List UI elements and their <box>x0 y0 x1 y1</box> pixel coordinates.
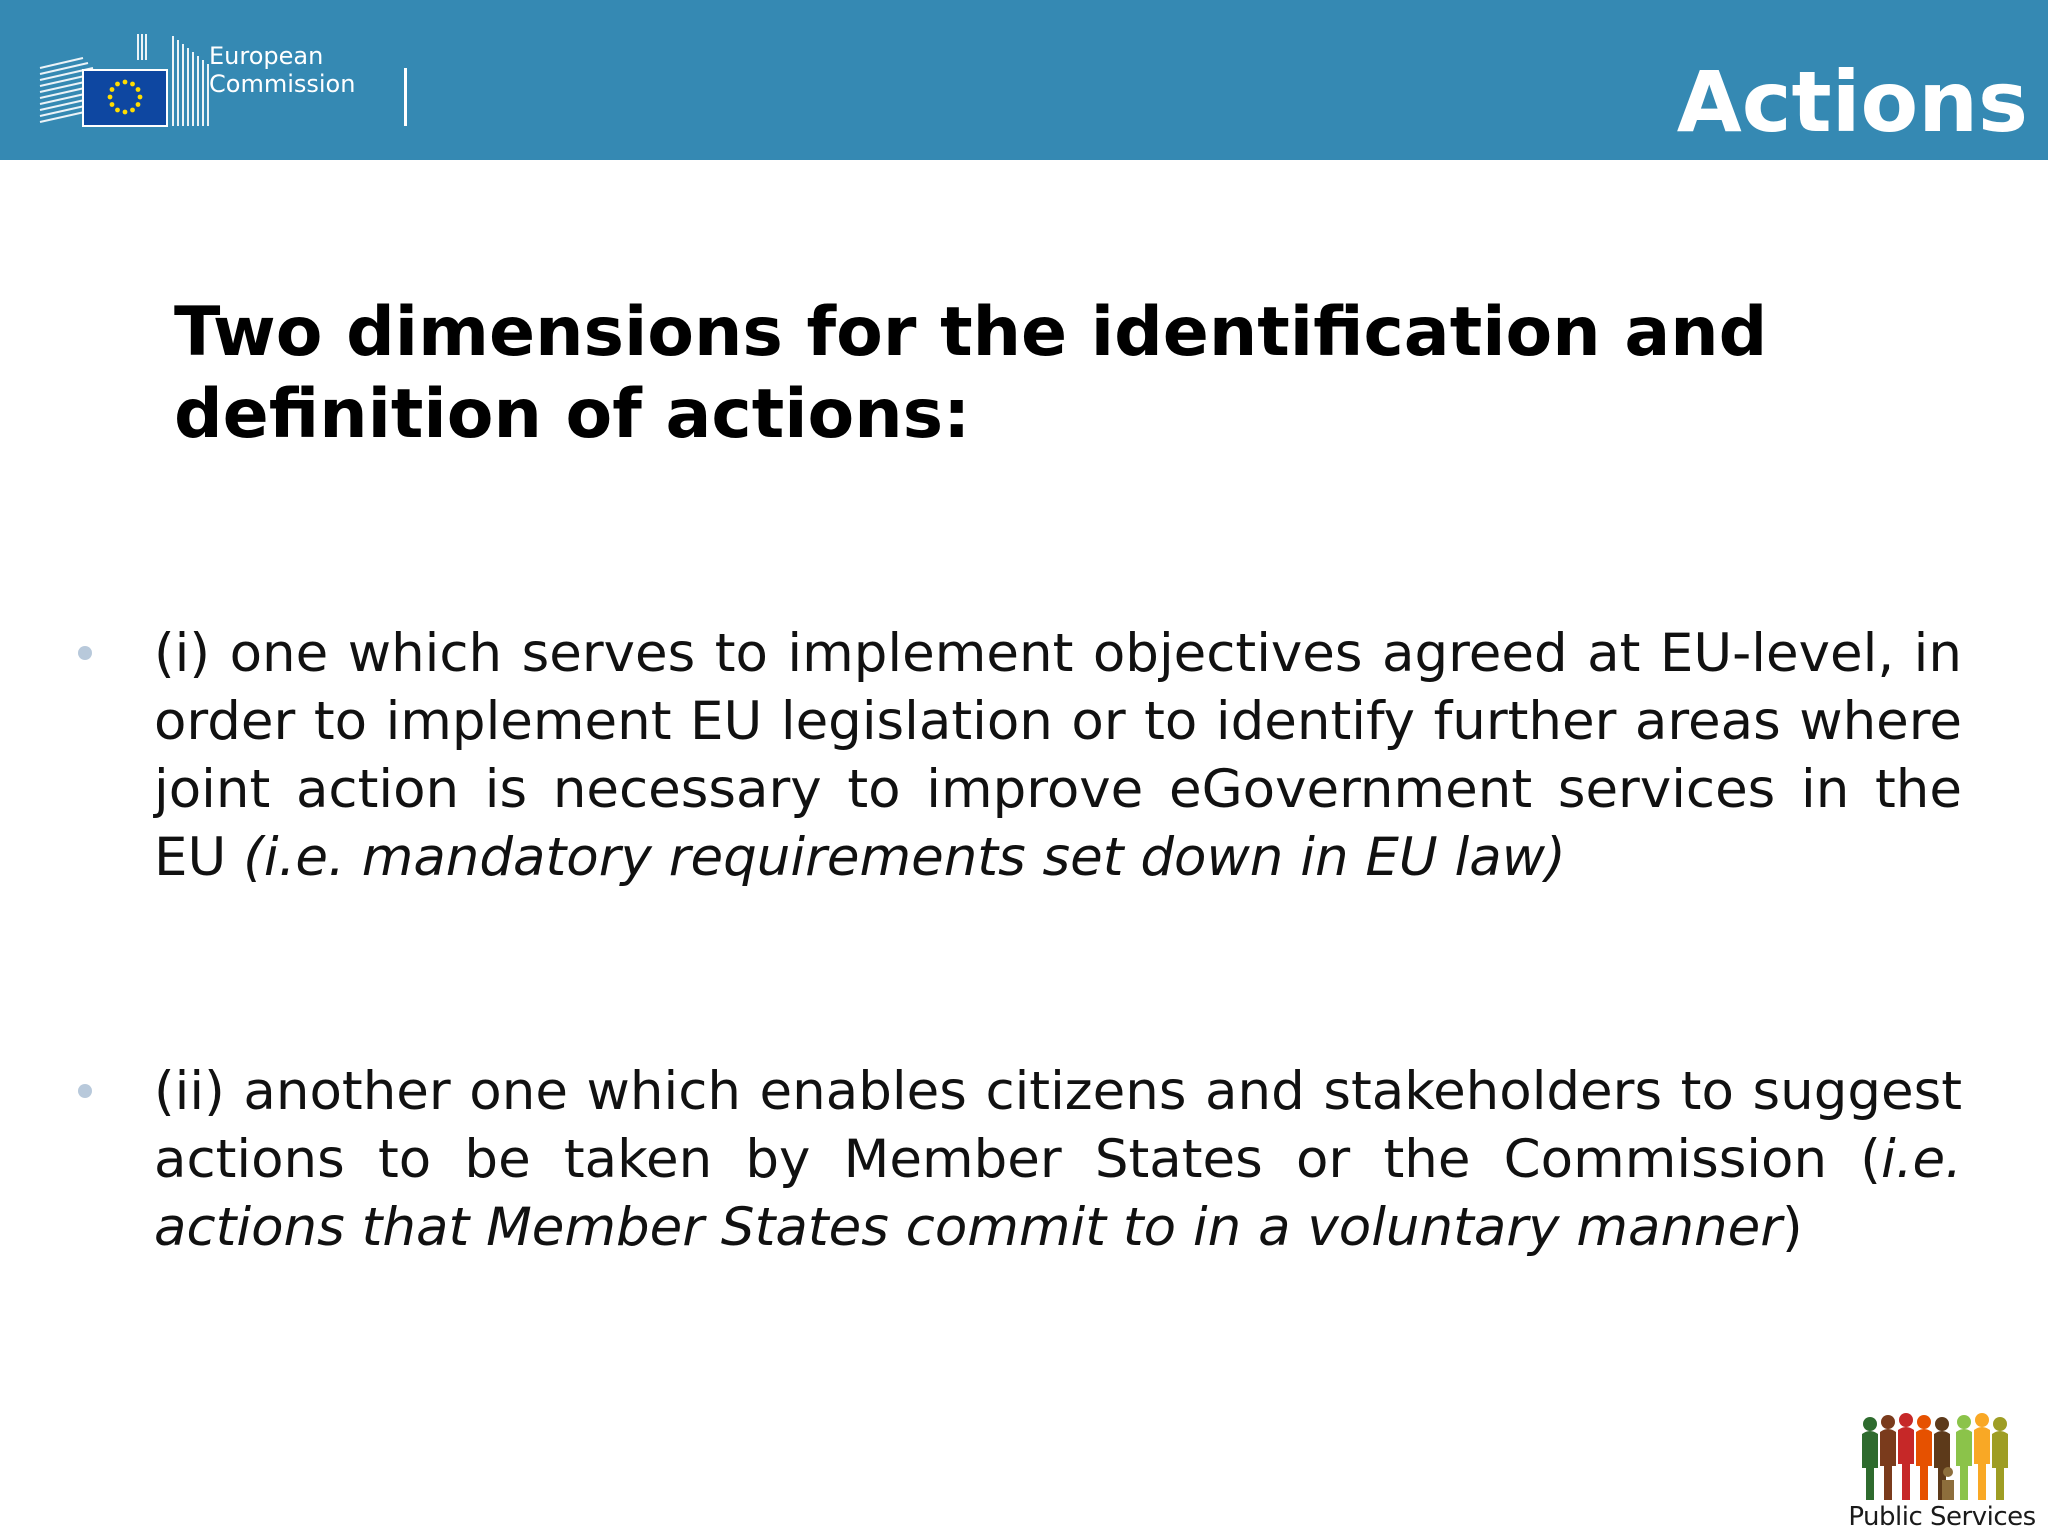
bullet-item-2 <box>154 1058 1962 1262</box>
bullet-1-text: (i) one which serves to implement objectives agreed at EU-level, in order to implement EU legislation or to identify further areas where joint action is necessary to improve eGovernment services in the EU <box>154 623 1962 888</box>
ec-logo-text: European Commission <box>209 42 356 98</box>
bullet-dot-icon <box>78 646 92 660</box>
public-services-label: Public Services <box>1848 1502 2036 1532</box>
bullet-1-italic: (i.e. mandatory requirements set down in EU law) <box>243 827 1566 888</box>
slide-header <box>0 0 2048 160</box>
bullet-2-italic: i.e. actions that Member States commit to in a voluntary manner <box>154 1129 1962 1258</box>
logo-divider-icon <box>402 68 412 138</box>
people-group-icon <box>1856 1410 2016 1502</box>
bullet-2-text: (ii) another one which enables citizens and stakeholders to suggest actions to be taken by Member States or the Commission <box>154 1061 1962 1190</box>
ec-building-flag-icon <box>38 30 238 130</box>
bullet-2-close-paren: ) <box>1782 1197 1803 1258</box>
page-title: Actions <box>1676 53 2028 151</box>
bullet-item-1 <box>154 620 1962 892</box>
bullet-2-open-paren: ( <box>1860 1129 1881 1190</box>
bullet-dot-icon <box>78 1084 92 1098</box>
public-services-logo <box>1836 1410 2048 1536</box>
slide-subtitle: Two dimensions for the identification and definition of actions: <box>174 293 1768 454</box>
